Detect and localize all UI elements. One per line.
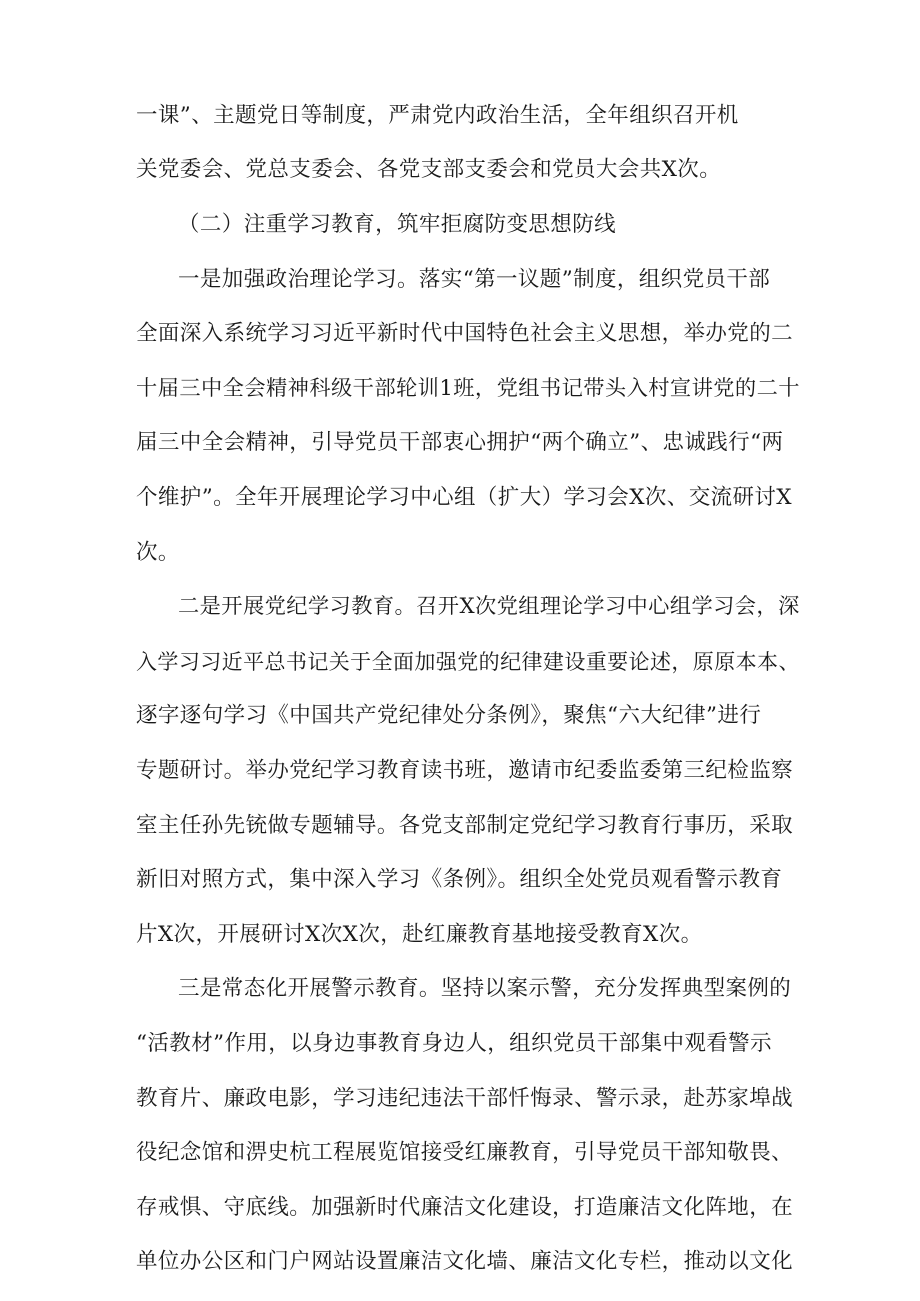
paragraph-line: 教育片、廉政电影，学习违纪违法干部忏悔录、警示录，赴苏家埠战 [136, 1086, 794, 1111]
paragraph-line: 次。 [136, 540, 180, 565]
paragraph-line: 全面深入系统学习习近平新时代中国特色社会主义思想，举办党的二 [136, 321, 794, 346]
paragraph-line: 二是开展党纪学习教育。召开X次党组理论学习中心组学习会，深 [178, 594, 800, 619]
paragraph-line: 十届三中全会精神科级干部轮训1班，党组书记带头入村宣讲党的二十 [136, 376, 800, 401]
paragraph-line: 片X次，开展研讨X次X次，赴红廉教育基地接受教育X次。 [136, 922, 703, 947]
paragraph-line: 入学习习近平总书记关于全面加强党的纪律建设重要论述，原原本本、 [136, 649, 800, 674]
paragraph-line: 三是常态化开展警示教育。坚持以案示警，充分发挥典型案例的 [178, 976, 792, 1001]
paragraph-line: 专题研讨。举办党纪学习教育读书班，邀请市纪委监委第三纪检监察 [136, 758, 794, 783]
paragraph-line: 役纪念馆和淠史杭工程展览馆接受红廉教育，引导党员干部知敬畏、 [136, 1140, 794, 1165]
paragraph-line: 存戒惧、守底线。加强新时代廉洁文化建设，打造廉洁文化阵地，在 [136, 1195, 794, 1220]
section-heading: （二）注重学习教育，筑牢拒腐防变思想防线 [178, 212, 617, 237]
paragraph-line: 新旧对照方式，集中深入学习《条例》。组织全处党员观看警示教育 [136, 867, 783, 892]
paragraph-line: “活教材”作用，以身边事教育身边人，组织党员干部集中观看警示 [136, 1031, 772, 1056]
paragraph-line: 室主任孙先铳做专题辅导。各党支部制定党纪学习教育行事历，采取 [136, 813, 794, 838]
paragraph-line: 一是加强政治理论学习。落实“第一议题”制度，组织党员干部 [178, 267, 771, 292]
paragraph-line: 个维护”。全年开展理论学习中心组（扩大）学习会X次、交流研讨X [136, 485, 793, 510]
paragraph-line: 关党委会、党总支委会、各党支部支委会和党员大会共X次。 [136, 157, 722, 182]
paragraph-line: 届三中全会精神，引导党员干部衷心拥护“两个确立”、忠诚践行“两 [136, 430, 784, 455]
paragraph-line: 单位办公区和门户网站设置廉洁文化墙、廉洁文化专栏，推动以文化 [136, 1249, 794, 1274]
paragraph-line: 一课”、主题党日等制度，严肃党内政治生活，全年组织召开机 [136, 103, 739, 128]
paragraph-line: 逐字逐句学习《中国共产党纪律处分条例》，聚焦“六大纪律”进行 [136, 703, 762, 728]
